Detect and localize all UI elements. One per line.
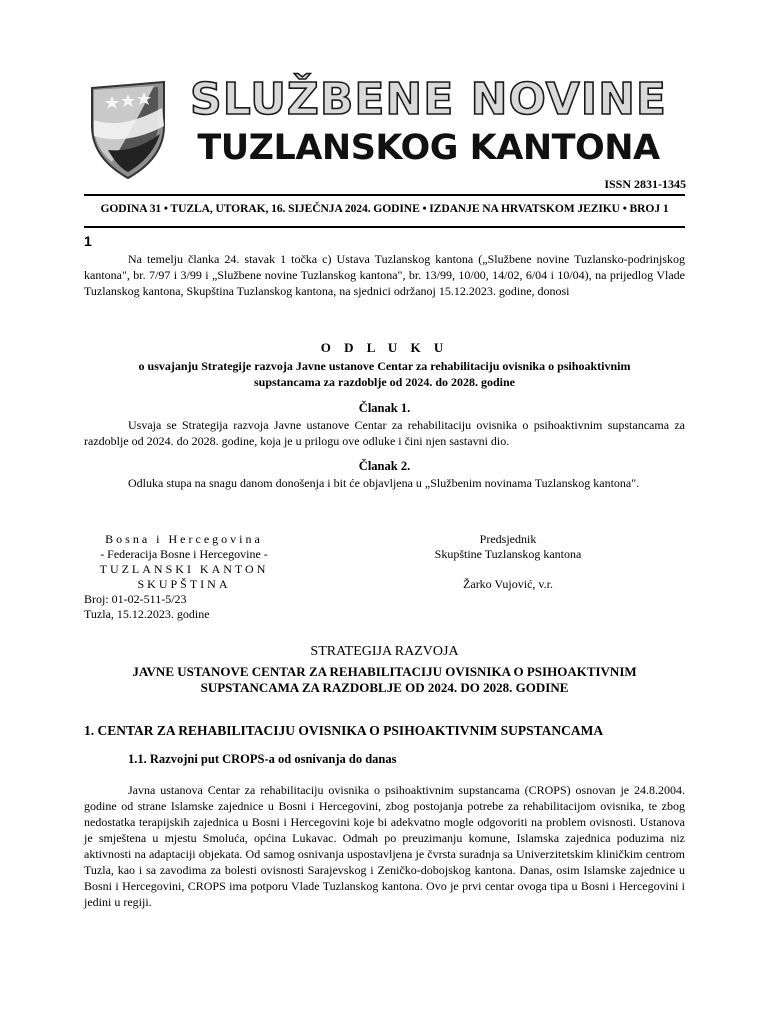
bottom-rule <box>84 226 685 228</box>
masthead-title-line2: TUZLANSKOG KANTONA <box>197 128 660 168</box>
strategy-subtitle-line2: SUPSTANCAMA ZA RAZDOBLJE OD 2024. DO 2028. GODINE <box>200 680 569 695</box>
article2-text: Odluka stupa na snagu danom donošenja i bit će objavljena u „Službenim novinama Tuzlanskog kantona". <box>128 476 640 490</box>
sig-right-name: Žarko Vujović, v.r. <box>463 577 553 591</box>
signature-block-right <box>408 532 608 592</box>
sig-right-spacer <box>408 562 608 577</box>
article1-heading: Članak 1. <box>358 401 411 415</box>
issue-line: GODINA 31 • TUZLA, UTORAK, 16. SIJEČNJA 2024. GODINE • IZDANJE NA HRVATSKOM JEZIKU • BROJ 1 <box>100 202 669 215</box>
act-subtitle <box>84 358 685 390</box>
strategy-subtitle <box>84 664 685 696</box>
top-rule <box>84 194 685 196</box>
issn-number: ISSN 2831-1345 <box>604 177 686 191</box>
coat-of-arms-icon <box>88 80 168 180</box>
signature-block-left <box>84 532 314 622</box>
act-preamble: Na temelju članka 24. stavak 1 točka c) Ustava Tuzlanskog kantona („Službene novine Tuzlansko-podrinjskog kantona", br. 7/97 i 3/99 i „Službene novine Tuzlanskog kantona", br. 13/99, 10/00, 14/02, 6/04 i 10/04), na prijedlog Vlade Tuzlanskog kantona, Skupština Tuzlanskog kantona, na sjednici održanoj 15.12.2023. godine, donosi <box>84 252 685 298</box>
section1-heading: 1. CENTAR ZA REHABILITACIJU OVISNIKA O PSIHOAKTIVNIM SUPSTANCAMA <box>84 723 604 738</box>
sig-left-number: Broj: 01-02-511-5/23 <box>84 592 187 606</box>
act-subtitle-line2: supstancama za razdoblje od 2024. do 2028. godine <box>253 375 516 389</box>
sig-left-assembly: SKUPŠTINA <box>137 577 231 591</box>
section11-heading: 1.1. Razvojni put CROPS-a od osnivanja do danas <box>128 752 397 766</box>
act-title: O D L U K U <box>320 340 449 355</box>
article2-heading: Članak 2. <box>358 459 411 473</box>
article1-text: Usvaja se Strategija razvoja Javne ustanove Centar za rehabilitaciju ovisnika o psihoaktivnim supstancama za razdoblje od 2024. do 2028. godine, koja je u prilogu ove odluke i čini njen sastavni dio. <box>84 418 685 448</box>
sig-left-canton: TUZLANSKI KANTON <box>99 562 269 576</box>
strategy-subtitle-line1: JAVNE USTANOVE CENTAR ZA REHABILITACIJU OVISNIKA O PSIHOAKTIVNIM <box>132 664 637 679</box>
act-number: 1 <box>84 233 92 249</box>
sig-left-country: Bosna i Hercegovina <box>105 532 263 546</box>
sig-right-role: Predsjednik <box>479 532 537 546</box>
sig-left-federation: - Federacija Bosne i Hercegovine - <box>100 547 268 561</box>
strategy-title: STRATEGIJA RAZVOJA <box>310 644 459 659</box>
section11-text: Javna ustanova Centar za rehabilitaciju ovisnika o psihoaktivnim supstancama (CROPS) osnovan je 24.8.2004. godine od strane Islamske zajednice u Bosni i Hercegovini, zbog postojanja potrebe za rehabilitacijom ovisnika, te zbog nedostatka terapijskih zajednica u Bosni i Hercegovini koje bi adekvatno mogle odgovoriti na problem ovisnosti. Ustanova je smještena u mjestu Smoluća, općina Lukavac. Odmah po preuzimanju komune, Islamska zajednica poduzima niz aktivnosti na adaptaciji objekata. Od samog osnivanja uspostavljena je čvrsta suradnja sa Univerzitetskim kliničkim centrom Tuzla, kao i sa zavodima za bolesti ovisnosti Sarajevskog i Zeničko-dobojskog kantona. Danas, osim Islamske zajednice u Bosni i Hercegovini, CROPS ima potporu Vlade Tuzlanskog kantona. Ovo je prvi centar ovoga tipa u Bosni i Hercegovini i jedini u regiji. <box>84 783 685 909</box>
masthead-title-line1: SLUŽBENE NOVINE <box>190 74 667 125</box>
sig-left-date: Tuzla, 15.12.2023. godine <box>84 607 210 621</box>
sig-right-body: Skupštine Tuzlanskog kantona <box>434 547 582 561</box>
act-subtitle-line1: o usvajanju Strategije razvoja Javne ustanove Centar za rehabilitaciju ovisnika o psihoaktivnim <box>138 359 631 373</box>
